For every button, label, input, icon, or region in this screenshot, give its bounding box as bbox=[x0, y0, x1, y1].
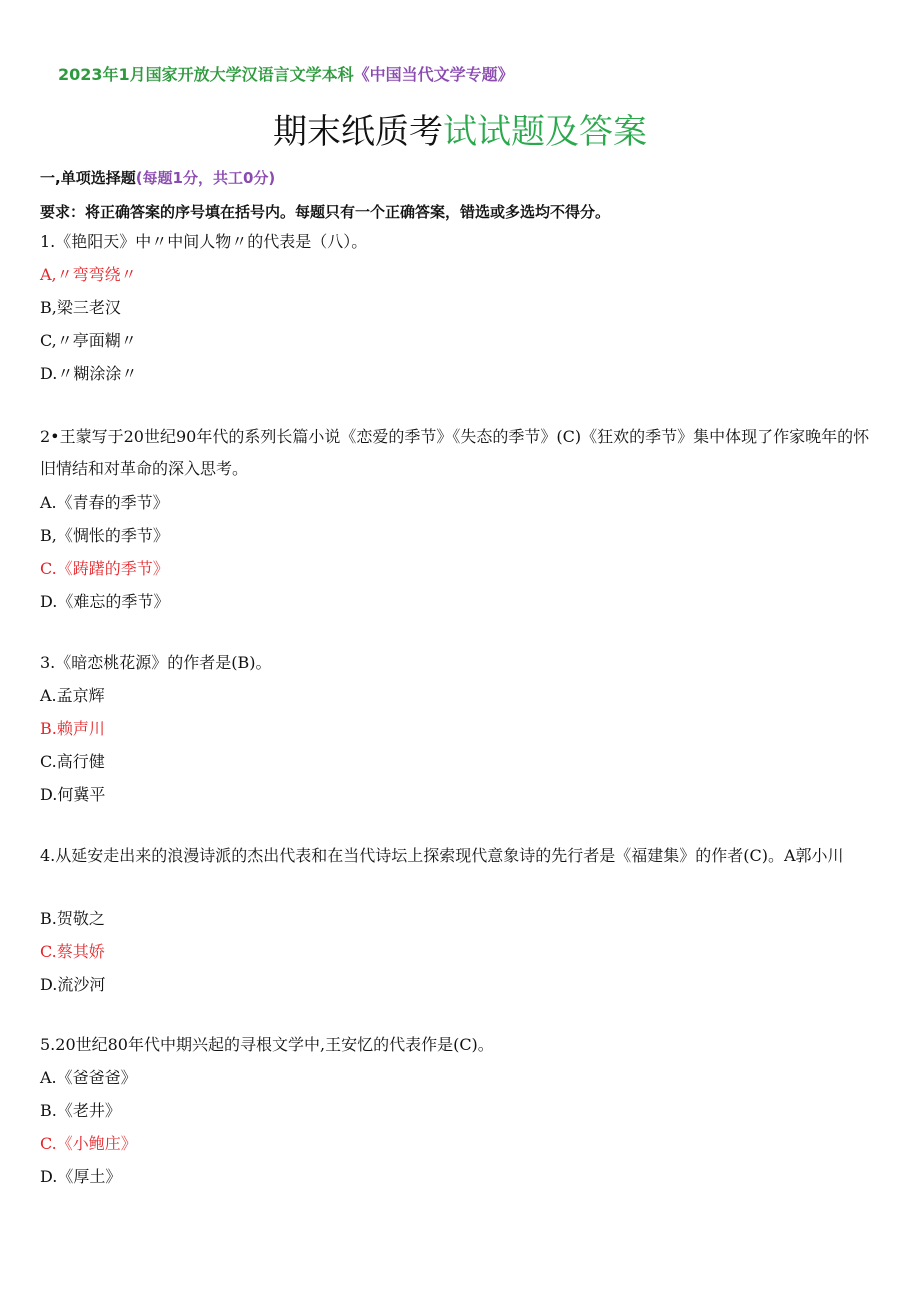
question-3-stem: 3.《暗恋桃花源》的作者是(B)。 bbox=[40, 653, 272, 672]
question-2-option-b: B,《惆怅的季节》 bbox=[40, 526, 169, 545]
question-2-option-d: D.《难忘的季节》 bbox=[40, 592, 170, 611]
question-3-option-b: B.赖声川 bbox=[40, 719, 105, 738]
question-3-option-a: A.孟京辉 bbox=[40, 686, 105, 705]
question-5-stem: 5.20世纪80年代中期兴起的寻根文学中,王安忆的代表作是(C)。 bbox=[40, 1035, 494, 1054]
question-3-option-c: C.高行健 bbox=[40, 752, 105, 771]
question-5-option-a: A.《爸爸爸》 bbox=[40, 1068, 137, 1087]
question-3-option-d: D.何冀平 bbox=[40, 785, 106, 804]
question-1-option-b: B,梁三老汉 bbox=[40, 298, 121, 317]
question-2-option-a: A.《青春的季节》 bbox=[40, 493, 169, 512]
question-2-option-c: C.《踌躇的季节》 bbox=[40, 559, 169, 578]
question-1-option-d: D.〃糊涂涂〃 bbox=[40, 364, 138, 383]
page-title bbox=[0, 104, 920, 153]
header-course: 《中国当代文学专题》 bbox=[353, 65, 514, 84]
section-scoring: (每题1分，共工0分) bbox=[135, 169, 276, 187]
section-requirement: 要求：将正确答案的序号填在括号内。每题只有一个正确答案，错选或多选均不得分。 bbox=[40, 203, 611, 221]
question-4-option-b: B.贺敬之 bbox=[40, 909, 105, 928]
header-prefix: 2023年1月国家开放大学汉语言文学本科 bbox=[58, 65, 354, 84]
question-1-option-c: C,〃亭面糊〃 bbox=[40, 331, 137, 350]
title-part-1: 期末纸质考 bbox=[273, 112, 443, 152]
title-part-2: 试试题及答案 bbox=[443, 112, 647, 152]
question-5-option-b: B.《老井》 bbox=[40, 1101, 121, 1120]
question-5-option-c: C.《小鲍庄》 bbox=[40, 1134, 137, 1153]
document-header bbox=[58, 62, 514, 85]
question-4-option-d: D.流沙河 bbox=[40, 975, 106, 994]
question-4-stem: 4.从延安走出来的浪漫诗派的杰出代表和在当代诗坛上探索现代意象诗的先行者是《福建集》的作者(C)。A郭小川 bbox=[40, 846, 844, 865]
question-2-stem: 2•王蒙写于20世纪90年代的系列长篇小说《恋爱的季节》《失态的季节》(C)《狂欢的季节》集中体现了作家晚年的怀旧情结和对革命的深入思考。 bbox=[40, 427, 870, 478]
question-1-stem: 1.《艳阳天》中〃中间人物〃的代表是（八）。 bbox=[40, 232, 368, 251]
section-label: 一,单项选择题 bbox=[40, 169, 136, 187]
question-1-option-a: A,〃弯弯绕〃 bbox=[40, 265, 137, 284]
question-4-option-c: C.蔡其娇 bbox=[40, 942, 105, 961]
section-heading bbox=[40, 167, 275, 188]
question-5-option-d: D.《厚土》 bbox=[40, 1167, 122, 1186]
